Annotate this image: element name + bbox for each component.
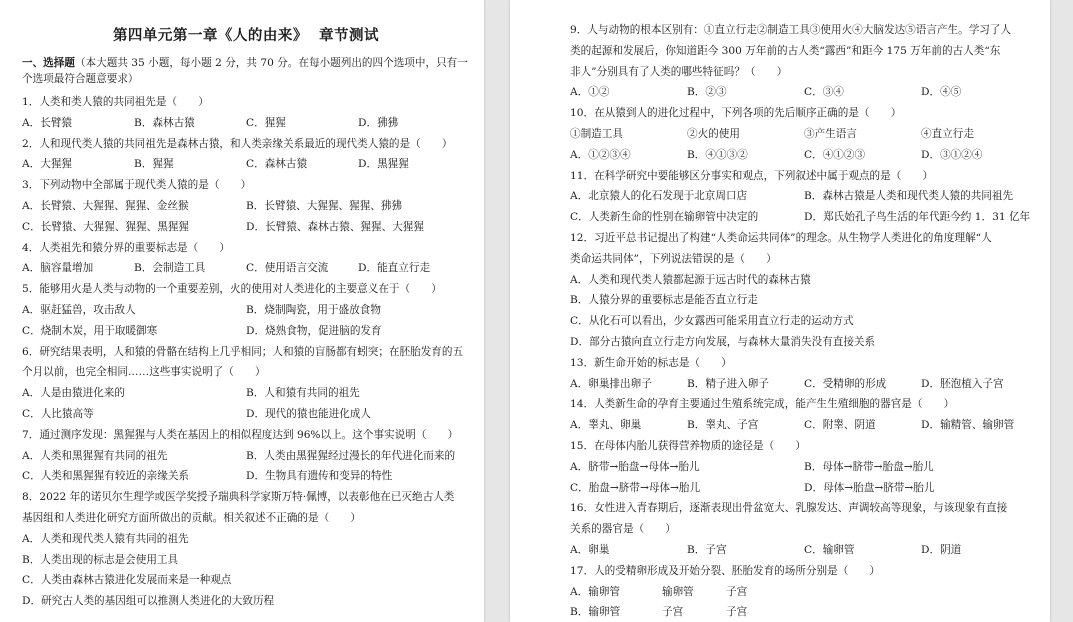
option-d: D．研究古人类的基因组可以推测人类进化的大致历程 (22, 595, 275, 608)
option-d: D．长臂猿、森林古猿、猩猩、大猩猩 (246, 220, 424, 233)
option-b-label: B．输卵管 (570, 606, 621, 619)
option-c: C．③④ (804, 86, 844, 99)
question-stem: 6．研究结果表明，人和猿的骨骼在结构上几乎相同；人和猿的盲肠都有蚓突；在胚胎发育的五 (22, 345, 464, 358)
options-row (22, 258, 470, 279)
question-stem: 10．在从猿到人的进化过程中，下列各项的先后顺序正确的是（ ） (570, 107, 902, 120)
question-9 (570, 20, 1038, 103)
option-b: B．人类由黑猩猩经过漫长的年代进化而来的 (246, 449, 456, 462)
option-d: D．输精管、输卵管 (921, 419, 1015, 432)
options-row (570, 415, 1038, 436)
option-c: C．④①②③ (804, 148, 866, 161)
option-a: A．人类和现代类人猿有共同的祖先 (22, 532, 189, 545)
options-row (22, 466, 470, 487)
option-c: C．森林古猿 (246, 158, 308, 171)
question-6 (22, 342, 470, 425)
option-b: B．人和猿有共同的祖先 (246, 387, 360, 400)
option-a: A．长臂猿、大猩猩、猩猩、金丝猴 (22, 199, 189, 212)
option-c: C．长臂猿、大猩猩、猩猩、黑猩猩 (22, 220, 190, 233)
items-row (570, 124, 1038, 145)
question-stem-cont: 关系的器官是（ ） (570, 523, 676, 536)
option-c: C．输卵管 (804, 543, 855, 556)
option-a: A．人类和现代类人猿都起源于远古时代的森林古猿 (570, 273, 811, 286)
option-b: B．母体→脐带→胎盘→胎儿 (804, 460, 934, 473)
question-10 (570, 103, 1038, 165)
option-a-part-2: 输卵管 (662, 585, 694, 598)
item-3: ③产生语言 (804, 127, 857, 140)
question-15 (570, 436, 1038, 498)
question-stem: 7．通过测序发现：黑猩猩与人类在基因上的相似程度达到 96%以上。这个事实说明（ ） (22, 428, 459, 441)
options-row (570, 82, 1038, 103)
question-stem: 14．人类新生命的孕育主要通过生殖系统完成，能产生生殖细胞的器官是（ ） (570, 398, 955, 411)
options-row (22, 446, 470, 467)
options-row (570, 145, 1038, 166)
options-row (22, 404, 470, 425)
option-c: C．人类由森林古猿进化发展而来是一种观点 (22, 574, 232, 587)
option-b-part-2: 子宫 (662, 606, 684, 619)
option-c: C．人类新生命的性别在输卵管中决定的 (570, 211, 759, 224)
options-row (570, 374, 1038, 395)
question-2 (22, 134, 470, 176)
option-d: D．胚泡植入子宫 (921, 377, 1004, 390)
options-row (22, 154, 470, 175)
question-stem: 15．在母体内胎儿获得营养物质的途径是（ ） (570, 439, 806, 452)
section-header (22, 55, 470, 87)
question-stem: 8．2022 年的诺贝尔生理学或医学奖授予瑞典科学家斯万特·佩博，以表彰他在已灭绝古人类 (22, 491, 455, 504)
question-stem: 4．人类祖先和猿分界的重要标志是（ ） (22, 241, 231, 254)
option-a: A．人类和黑猩猩有共同的祖先 (22, 449, 168, 462)
question-4 (22, 238, 470, 280)
document-page-right (510, 0, 1050, 622)
options-row (570, 207, 1038, 228)
option-c: C．附睾、阴道 (804, 419, 876, 432)
option-d: D．③①②④ (921, 148, 983, 161)
question-14 (570, 394, 1038, 436)
section-label: 一、选择题 (22, 57, 75, 69)
options-row (22, 300, 470, 321)
option-d: D．生物具有遗传和变异的特性 (246, 470, 393, 483)
option-a: A．睾丸、卵巢 (570, 419, 642, 432)
options-row (22, 113, 470, 134)
option-b: B．睾丸、子宫 (687, 419, 759, 432)
question-12 (570, 228, 1038, 353)
options-row (570, 602, 1038, 622)
question-stem: 17．人的受精卵形成及开始分裂、胚胎发育的场所分别是（ ） (570, 564, 881, 577)
option-a: A．脑容量增加 (22, 262, 94, 275)
options-row (22, 321, 470, 342)
option-d: D．④⑤ (921, 86, 962, 99)
option-c: C．烧制木炭，用于取暖御寒 (22, 324, 158, 337)
question-7 (22, 425, 470, 487)
question-stem-cont: 非人”分别具有了人类的哪些特征吗？（ ） (570, 65, 788, 78)
exam-title: 第四单元第一章《人的由来》 章节测试 (112, 27, 380, 44)
option-a: A．长臂猿 (22, 116, 73, 129)
question-stem-cont: 基因组和人类进化研究方面所做出的贡献。相关叙述不正确的是（ ） (22, 511, 361, 524)
option-a: A．北京猿人的化石发现于北京周口店 (570, 190, 748, 203)
option-a: A．驱赶猛兽，攻击敌人 (22, 303, 136, 316)
option-b: B．长臂猿、大猩猩、猩猩、狒狒 (246, 199, 403, 212)
option-d: D．狒狒 (358, 116, 399, 129)
option-b: B．人类出现的标志是会使用工具 (22, 553, 179, 566)
option-d: D．烧熟食物，促进脑的发育 (246, 324, 382, 337)
option-d: D．部分古猿向直立行走方向发展，与森林大量消失没有直接关系 (570, 335, 876, 348)
option-c: C．使用语言交流 (246, 262, 329, 275)
question-stem-cont: 类命运共同体”，下列说法错误的是（ ） (570, 252, 777, 265)
option-c: C．人类和黑猩猩有较近的亲缘关系 (22, 470, 190, 483)
option-b: B．森林古猿 (134, 116, 195, 129)
question-stem: 16．女性进入青春期后，逐渐表现出骨盆宽大、乳腺发达、声调较高等现象，与该现象有直接 (570, 502, 1008, 515)
options-row (570, 478, 1038, 499)
options-row (570, 186, 1038, 207)
option-a: A．卵巢排出卵子 (570, 377, 652, 390)
option-a: A．卵巢 (570, 543, 610, 556)
option-a: A．人是由猿进化来的 (22, 387, 125, 400)
option-d: D．母体→胎盘→脐带→胎儿 (804, 481, 935, 494)
question-stem-cont: 类的起源和发展后，你知道距今 300 万年前的古人类“露西”和距今 175 万年前的古人类“东 (570, 44, 1001, 57)
question-8 (22, 487, 470, 612)
option-b: B．会制造工具 (134, 262, 206, 275)
option-a-label: A．输卵管 (570, 585, 621, 598)
item-2: ②火的使用 (687, 127, 740, 140)
option-b: B．④①③② (687, 148, 748, 161)
question-5 (22, 279, 470, 341)
section-note: （本大题共 35 小题，每小题 2 分，共 70 分。在每小题列出的四个选项中，只有一个选项最符合题意要求） (22, 57, 468, 85)
option-d: D．黑猩猩 (358, 158, 409, 171)
question-stem-cont: 个月以前，也完全相同……这些事实说明了（ ） (22, 366, 266, 379)
question-1 (22, 92, 470, 134)
question-stem: 11．在科学研究中要能够区分事实和观点，下列叙述中属于观点的是（ ） (570, 169, 934, 182)
option-c: C．从化石可以看出，少女露西可能采用直立行走的运动方式 (570, 315, 854, 328)
option-b: B．人猿分界的重要标志是能否直立行走 (570, 294, 758, 307)
option-d: D．能直立行走 (358, 262, 431, 275)
question-stem: 3．下列动物中全部属于现代类人猿的是（ ） (22, 179, 252, 192)
question-11 (570, 166, 1038, 228)
question-stem: 13．新生命开始的标志是（ ） (570, 356, 732, 369)
option-b: B．子宫 (687, 543, 727, 556)
option-d: D．郑氏始孔子鸟生活的年代距今约 1．31 亿年 (804, 211, 1031, 224)
option-a: A．①② (570, 86, 610, 99)
options-row (22, 383, 470, 404)
options-row (570, 540, 1038, 561)
option-b: B．烧制陶瓷，用于盛放食物 (246, 303, 381, 316)
option-a: A．脐带→胎盘→母体→胎儿 (570, 460, 700, 473)
option-c: C．受精卵的形成 (804, 377, 887, 390)
option-b: B．森林古猿是人类和现代类人猿的共同祖先 (804, 190, 1014, 203)
item-1: ①制造工具 (570, 127, 623, 140)
document-page-left (0, 0, 484, 622)
option-d: D．现代的猿也能进化成人 (246, 407, 372, 420)
options-row (570, 457, 1038, 478)
question-stem: 12．习近平总书记提出了构建“人类命运共同体”的理念。从生物学人类进化的角度理解“人 (570, 231, 992, 244)
question-16 (570, 498, 1038, 560)
option-b: B．猩猩 (134, 158, 174, 171)
option-b-part-3: 子宫 (726, 606, 748, 619)
question-stem: 9．人与动物的根本区别有：①直立行走②制造工具③使用火④大脑发达⑤语言产生。学习了人 (570, 24, 1012, 36)
option-a-part-3: 子宫 (726, 585, 748, 598)
options-row (22, 217, 470, 238)
option-a: A．大猩猩 (22, 158, 73, 171)
question-17 (570, 561, 1038, 622)
item-4: ④直立行走 (921, 127, 974, 140)
option-d: D．阴道 (921, 543, 962, 556)
question-stem: 5．能够用火是人类与动物的一个重要差别，火的使用对人类进化的主要意义在于（ ） (22, 283, 442, 296)
option-b: B．精子进入卵子 (687, 377, 769, 390)
options-row (22, 196, 470, 217)
option-b: B．②③ (687, 86, 727, 99)
question-13 (570, 353, 1038, 395)
question-stem: 2．人和现代类人猿的共同祖先是森林古猿，和人类亲缘关系最近的现代类人猿的是（ ） (22, 137, 453, 150)
question-stem: 1．人类和类人猿的共同祖先是（ ） (22, 96, 209, 108)
option-c: C．猩猩 (246, 116, 286, 129)
option-a: A．①②③④ (570, 148, 631, 161)
option-c: C．胎盘→脐带→母体→胎儿 (570, 481, 701, 494)
option-c: C．人比猿高等 (22, 407, 94, 420)
options-row (570, 582, 1038, 603)
question-3 (22, 175, 470, 237)
